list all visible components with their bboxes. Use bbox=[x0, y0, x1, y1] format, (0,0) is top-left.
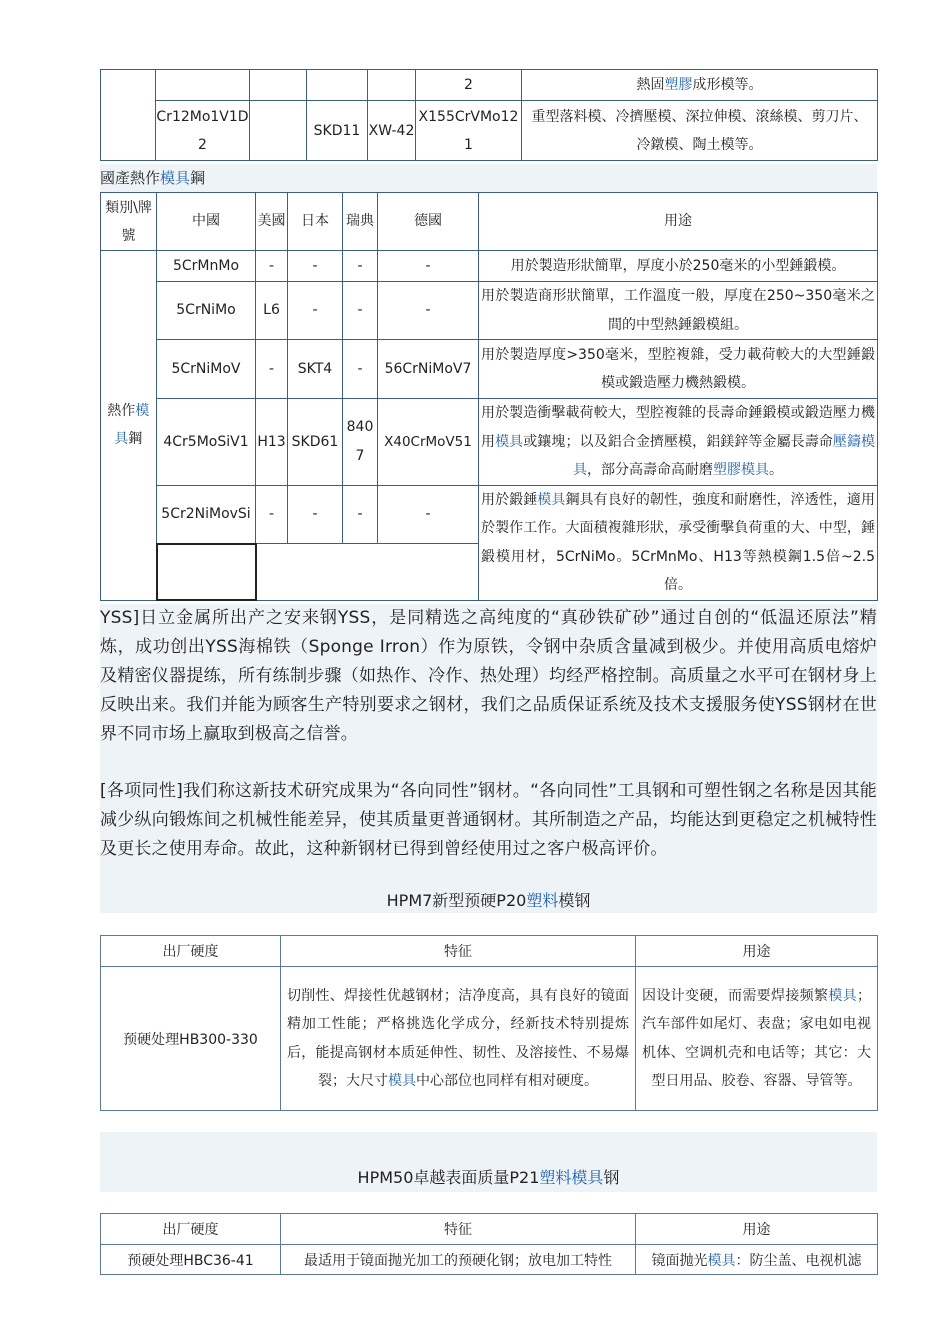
table-cell: H13 bbox=[256, 399, 288, 486]
column-header: 中國 bbox=[157, 193, 256, 251]
column-header: 類別\牌號 bbox=[101, 193, 157, 251]
usage-cell: 用於製造形狀簡單，厚度小於250毫米的小型錘鍛模。 bbox=[479, 251, 878, 282]
table-cell: X40CrMoV51 bbox=[378, 399, 479, 486]
feature-cell: 切削性、焊接性优越钢材；洁净度高，具有良好的镜面精加工性能；严格挑选化学成分，经新技术特别提炼后，能提高钢材本质延伸性、韧性、及溶接性、不易爆裂；大尺寸模具中心部位也同样有相对硬度。 bbox=[281, 967, 636, 1111]
usage-cell: 用於製造厚度>350毫米，型腔複雜，受力載荷較大的大型錘鍛模或鍛造壓力機熱鍛模。 bbox=[479, 340, 878, 399]
table-cell: L6 bbox=[256, 282, 288, 340]
table-cell: 8407 bbox=[343, 399, 378, 486]
table-cell: XW-42 bbox=[368, 101, 416, 161]
usage-cell: 因设计变硬，而需要焊接频繁模具；汽车部件如尾灯、表盘；家电如电视机体、空调机壳和电话等；其它：大型日用品、胶卷、容器、导管等。 bbox=[636, 967, 878, 1111]
table-cell: - bbox=[343, 282, 378, 340]
table-cell: 5CrMnMo bbox=[157, 251, 256, 282]
table-cell: - bbox=[378, 251, 479, 282]
table-cell: Cr12Mo1V1D2 bbox=[156, 101, 250, 161]
usage-cell: 用於製造衝擊載荷較大，型腔複雜的長壽命錘鍛模或鍛造壓力機用模具或鑲塊；以及鋁合金擠壓模，鋁鎂鋅等金屬長壽命壓鑄模具，部分高壽命高耐磨塑膠模具。 bbox=[479, 399, 878, 486]
table-cell bbox=[250, 70, 307, 101]
table-cell: - bbox=[343, 340, 378, 399]
usage-cell: 熱固塑膠成形模等。 bbox=[522, 70, 878, 101]
column-header: 出厂硬度 bbox=[101, 1214, 281, 1245]
section-title-hpm50: HPM50卓越表面质量P21塑料模具钢 bbox=[100, 1132, 877, 1192]
column-header: 德國 bbox=[378, 193, 479, 251]
hot-work-steel-table bbox=[100, 192, 878, 601]
hpm50-table bbox=[100, 1213, 878, 1275]
table-cell: SKT4 bbox=[288, 340, 343, 399]
column-header: 日本 bbox=[288, 193, 343, 251]
column-header: 特征 bbox=[281, 1214, 636, 1245]
column-header: 用途 bbox=[636, 1214, 878, 1245]
table-cell bbox=[250, 101, 307, 161]
keyword-link[interactable]: 塑膠模具 bbox=[713, 462, 769, 478]
table-cell: X155CrVMo121 bbox=[416, 101, 522, 161]
keyword-link[interactable]: 模具 bbox=[160, 169, 191, 187]
keyword-link[interactable]: 模具 bbox=[707, 1252, 736, 1269]
usage-cell: 镜面抛光模具：防尘盖、电视机滤 bbox=[636, 1245, 878, 1275]
paragraph-yss: YSS]日立金属所出产之安来钢YSS，是同精选之高纯度的“真砂铁矿砂”通过自创的“低温还原法”精炼，成功创出YSS海棉铁（Sponge Irron）作为原铁，令钢中杂质含量减到极少。并使用高质电熔炉及精密仪器提练，所有练制步骤（如热作、冷作、热处理）均经严格控制。高质量之水平可在钢材身上反映出来。我们并能为顾客生产特别要求之钢材，我们之品质保证系统及技术支援服务使YSS钢材在世界不同市场上赢取到极高之信誉。 bbox=[100, 604, 877, 749]
table-cell: - bbox=[256, 485, 288, 544]
keyword-link[interactable]: 模具 bbox=[828, 987, 858, 1004]
table-cell: - bbox=[256, 251, 288, 282]
usage-cell: 重型落料模、冷擠壓模、深拉伸模、滾絲模、剪刀片、冷鐓模、陶土模等。 bbox=[522, 101, 878, 161]
table-row bbox=[101, 340, 878, 399]
table-row bbox=[101, 282, 878, 340]
table-cell: 5Cr2NiMovSi bbox=[157, 485, 256, 544]
table-row bbox=[101, 399, 878, 486]
category-cell: 熱作模 具鋼 bbox=[101, 251, 157, 601]
keyword-link[interactable]: 塑膠 bbox=[664, 77, 693, 93]
keyword-link[interactable]: 模具 bbox=[388, 1073, 416, 1089]
table-row bbox=[101, 967, 878, 1111]
table-row bbox=[101, 485, 878, 544]
steel-table-continued bbox=[100, 69, 878, 161]
keyword-link[interactable]: 模具 bbox=[495, 433, 524, 450]
section-heading: 國產熱作模具鋼 bbox=[100, 164, 877, 192]
table-cell: 56CrNiMoV7 bbox=[378, 340, 479, 399]
column-header: 瑞典 bbox=[343, 193, 378, 251]
keyword-link[interactable]: 模具 bbox=[537, 491, 566, 508]
table-cell: 4Cr5MoSiV1 bbox=[157, 399, 256, 486]
keyword-link[interactable]: 塑料模具 bbox=[539, 1168, 604, 1187]
table-cell: - bbox=[288, 282, 343, 340]
table-row bbox=[101, 101, 878, 161]
hpm7-table bbox=[100, 935, 878, 1111]
table-header-row bbox=[101, 193, 878, 251]
table-cell: 预硬处理HBC36-41 bbox=[101, 1245, 281, 1275]
table-header-row bbox=[101, 936, 878, 967]
empty-cell bbox=[256, 544, 479, 601]
column-header: 出厂硬度 bbox=[101, 936, 281, 967]
column-header: 美國 bbox=[256, 193, 288, 251]
table-cell: - bbox=[256, 340, 288, 399]
table-cell bbox=[101, 70, 156, 161]
table-cell: 预硬处理HB300-330 bbox=[101, 967, 281, 1111]
table-cell bbox=[307, 70, 368, 101]
table-cell: - bbox=[343, 485, 378, 544]
table-cell: - bbox=[378, 282, 479, 340]
paragraph-spacer bbox=[100, 749, 877, 777]
usage-cell: 用於製造商形狀簡單，工作溫度一般，厚度在250~350毫米之間的中型熱錘鍛模組。 bbox=[479, 282, 878, 340]
table-cell: - bbox=[288, 485, 343, 544]
table-row bbox=[101, 251, 878, 282]
keyword-link[interactable]: 塑料 bbox=[526, 891, 559, 910]
table-header-row bbox=[101, 1214, 878, 1245]
column-header: 用途 bbox=[636, 936, 878, 967]
table-cell: SKD61 bbox=[288, 399, 343, 486]
keyword-link[interactable]: 壓鑄模具 bbox=[573, 433, 876, 478]
usage-cell: 用於鍛錘模具鋼具有良好的韌性，強度和耐磨性，淬透性，適用於製作工作。大面積複雜形狀，承受衝擊負荷重的大、中型，錘鍛模用材，5CrNiMo。5CrMnMo、H13等熱模鋼1.5倍~2.5倍。 bbox=[479, 485, 878, 600]
column-header: 用途 bbox=[479, 193, 878, 251]
empty-cell bbox=[157, 544, 256, 601]
column-header: 特征 bbox=[281, 936, 636, 967]
table-cell: 5CrNiMo bbox=[157, 282, 256, 340]
section-title-hpm7: HPM7新型预硬P20塑料模钢 bbox=[100, 864, 877, 913]
table-row bbox=[101, 70, 878, 101]
table-cell: 2 bbox=[416, 70, 522, 101]
table-cell bbox=[368, 70, 416, 101]
table-cell: SKD11 bbox=[307, 101, 368, 161]
keyword-link[interactable]: 模 bbox=[135, 403, 150, 420]
table-cell: - bbox=[343, 251, 378, 282]
table-cell bbox=[156, 70, 250, 101]
table-cell: - bbox=[288, 251, 343, 282]
paragraph-isotropy: [各项同性]我们称这新技术研究成果为“各向同性”钢材。“各向同性”工具钢和可塑性钢之名称是因其能减少纵向锻炼间之机械性能差异，使其质量更普通钢材。其所制造之产品，均能达到更稳定之机械特性及更长之使用寿命。故此，这种新钢材已得到曾经使用过之客户极高评价。 bbox=[100, 777, 877, 864]
keyword-link[interactable]: 具 bbox=[114, 431, 129, 448]
feature-cell: 最适用于镜面抛光加工的预硬化钢；放电加工特性 bbox=[281, 1245, 636, 1275]
table-row bbox=[101, 1245, 878, 1275]
table-cell: 5CrNiMoV bbox=[157, 340, 256, 399]
table-cell: - bbox=[378, 485, 479, 544]
